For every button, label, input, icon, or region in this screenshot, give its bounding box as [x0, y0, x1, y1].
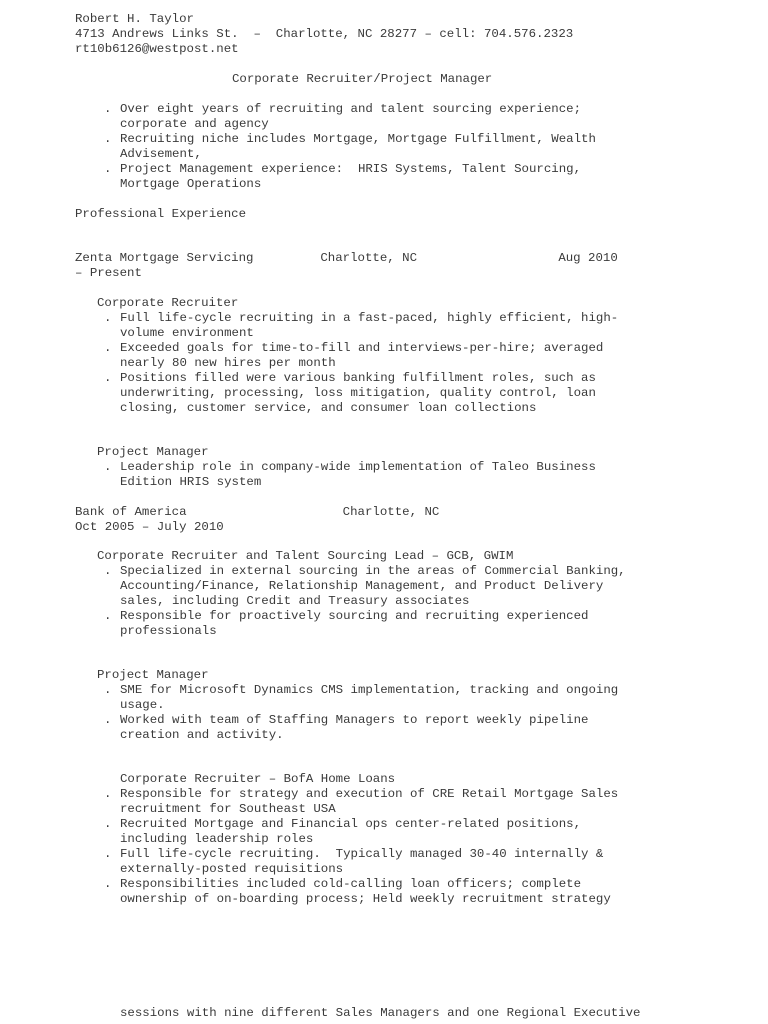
contact-address: 4713 Andrews Links St. – Charlotte, NC 28277 – cell: 704.576.2323: [75, 27, 574, 41]
bullet-marker: .: [104, 713, 112, 727]
bullet-marker: .: [104, 817, 112, 831]
bullet-marker: .: [104, 162, 112, 176]
role-title: Project Manager: [97, 668, 209, 682]
continuation-line: sessions with nine different Sales Managers and one Regional Executive: [120, 1006, 641, 1020]
role-bullet: Positions filled were various banking fulfillment roles, such as underwriting, processing, loss mitigation, quality control, loan closing, customer service, and consumer loan collections: [120, 371, 596, 415]
role-bullet: Responsible for strategy and execution of CRE Retail Mortgage Sales recruitment for Southeast USA: [120, 787, 619, 816]
role-bullet: Specialized in external sourcing in the areas of Commercial Banking, Accounting/Finance, Relationship Management, and Product Delivery sales, including Credit and Treasury associates: [120, 564, 626, 608]
bullet-marker: .: [104, 683, 112, 697]
summary-item: Project Management experience: HRIS Systems, Talent Sourcing, Mortgage Operations: [120, 162, 582, 191]
role-bullet: Recruited Mortgage and Financial ops center-related positions, including leadership roles: [120, 817, 582, 846]
role-bullet: Full life-cycle recruiting in a fast-paced, highly efficient, high- volume environment: [120, 311, 619, 340]
job-heading: Bank of America Charlotte, NC Oct 2005 – July 2010: [75, 505, 440, 534]
role-bullet: Full life-cycle recruiting. Typically managed 30-40 internally & externally-posted requisitions: [120, 847, 604, 876]
bullet-marker: .: [104, 787, 112, 801]
role-bullet: Worked with team of Staffing Managers to report weekly pipeline creation and activity.: [120, 713, 589, 742]
role-title: Project Manager: [97, 445, 209, 459]
role-bullet: Exceeded goals for time-to-fill and interviews-per-hire; averaged nearly 80 new hires per month: [120, 341, 604, 370]
role-bullet: Leadership role in company-wide implementation of Taleo Business Edition HRIS system: [120, 460, 596, 489]
section-title: Professional Experience: [75, 207, 247, 221]
bullet-marker: .: [104, 102, 112, 116]
bullet-marker: .: [104, 609, 112, 623]
objective-title: Corporate Recruiter/Project Manager: [232, 72, 493, 86]
bullet-marker: .: [104, 341, 112, 355]
bullet-marker: .: [104, 847, 112, 861]
role-title: Corporate Recruiter and Talent Sourcing Lead – GCB, GWIM: [97, 549, 514, 563]
role-bullet: Responsibilities included cold-calling loan officers; complete ownership of on-boarding process; Held weekly recruitment strategy: [120, 877, 611, 906]
bullet-marker: .: [104, 564, 112, 578]
role-bullet: SME for Microsoft Dynamics CMS implementation, tracking and ongoing usage.: [120, 683, 619, 712]
summary-item: Over eight years of recruiting and talent sourcing experience; corporate and agency: [120, 102, 582, 131]
role-title: Corporate Recruiter – BofA Home Loans: [120, 772, 396, 786]
contact-email: rt10b6126@westpost.net: [75, 42, 239, 56]
bullet-marker: .: [104, 311, 112, 325]
summary-item: Recruiting niche includes Mortgage, Mortgage Fulfillment, Wealth Advisement,: [120, 132, 596, 161]
bullet-marker: .: [104, 371, 112, 385]
role-bullet: Responsible for proactively sourcing and recruiting experienced professionals: [120, 609, 589, 638]
bullet-marker: .: [104, 132, 112, 146]
candidate-name: Robert H. Taylor: [75, 12, 194, 26]
bullet-marker: .: [104, 877, 112, 891]
role-title: Corporate Recruiter: [97, 296, 239, 310]
bullet-marker: .: [104, 460, 112, 474]
job-heading: Zenta Mortgage Servicing Charlotte, NC Aug 2010 – Present: [75, 251, 618, 280]
